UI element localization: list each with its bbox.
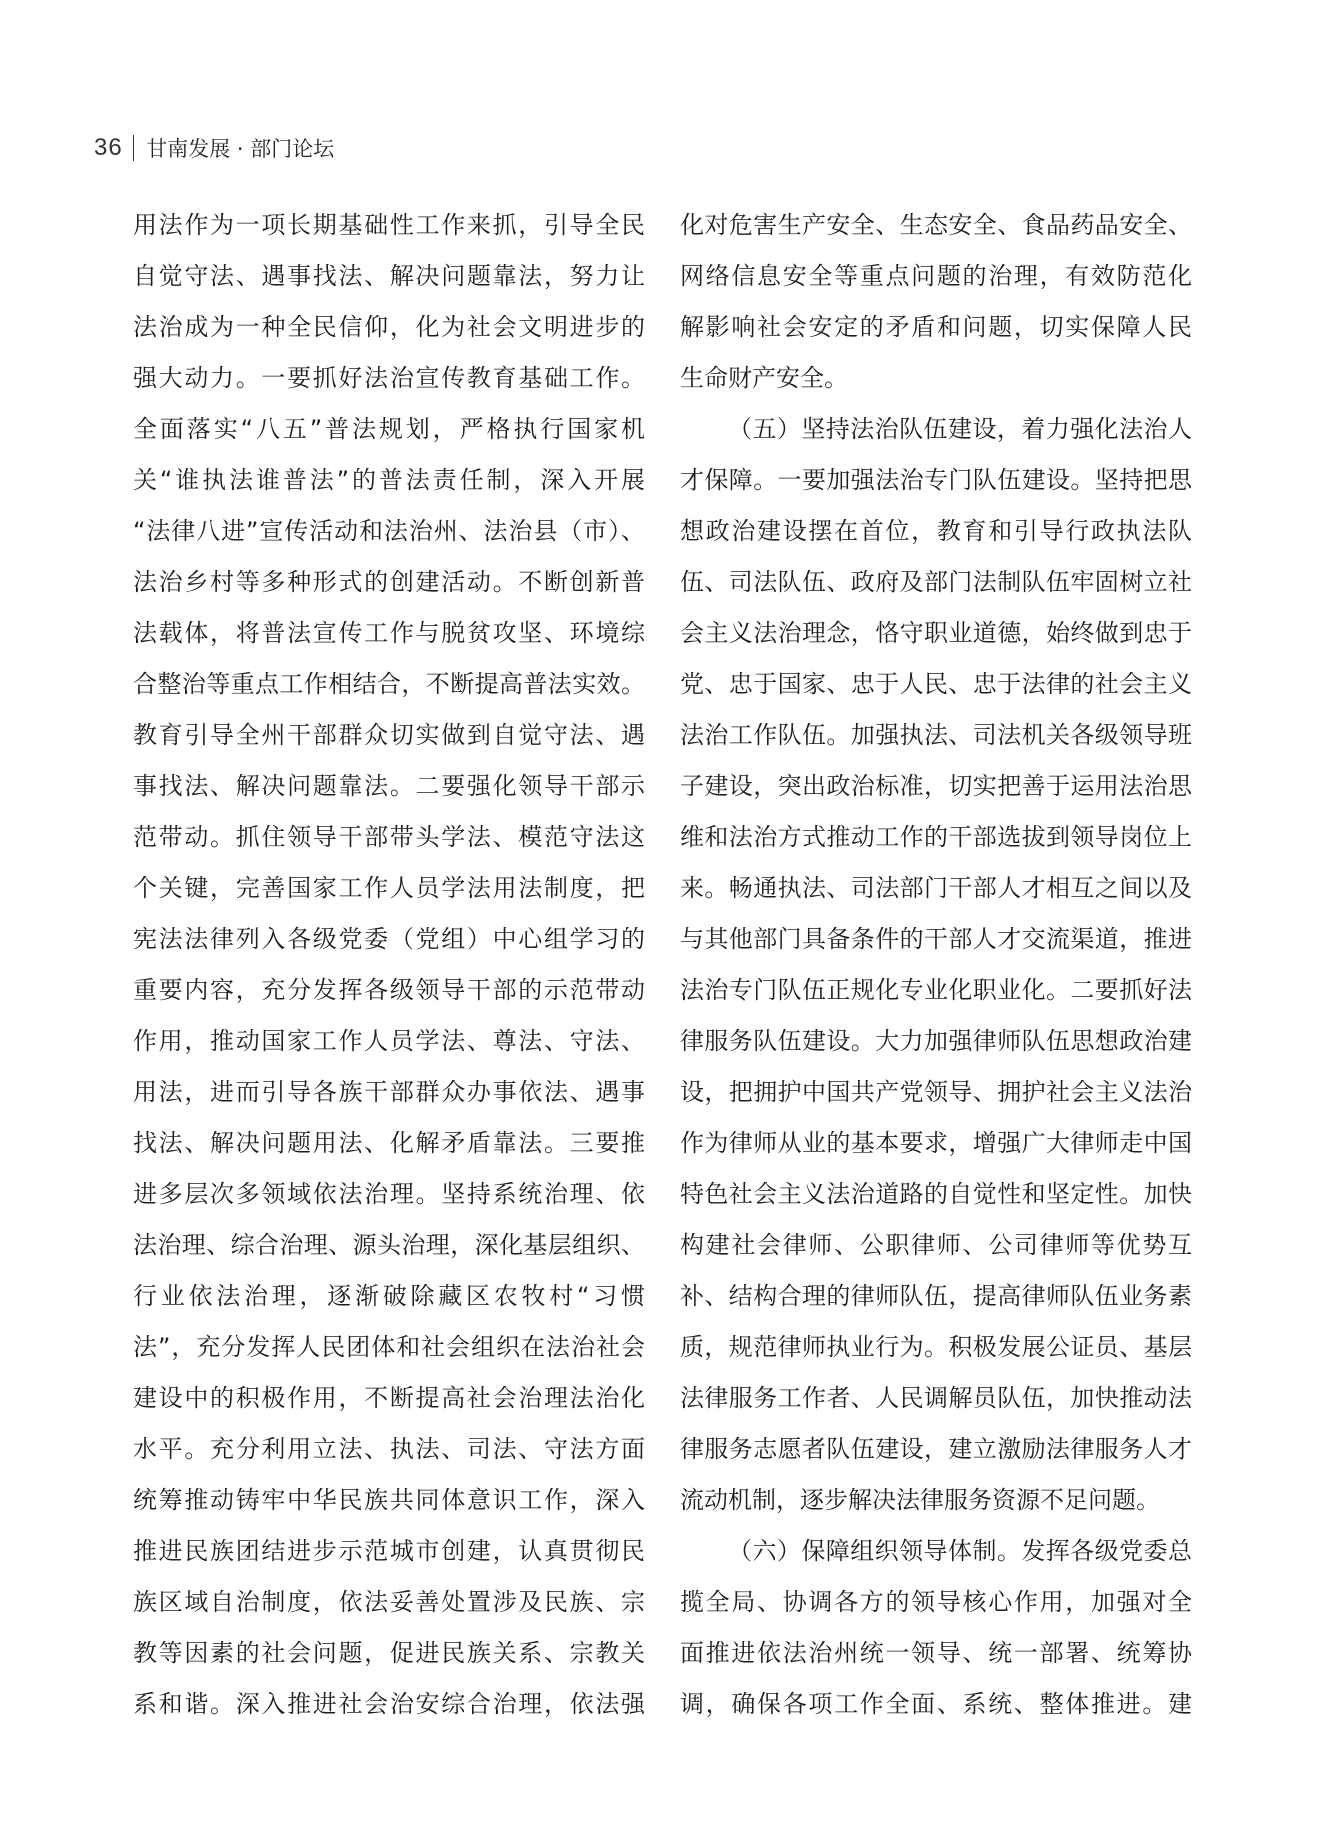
text-line: 找法、解决问题用法、化解矛盾靠法。三要推 <box>133 1129 645 1157</box>
text-line: “法律八进”宣传活动和法治州、法治县（市）、 <box>133 517 645 545</box>
text-line: 教等因素的社会问题，促进民族关系、宗教关 <box>133 1639 645 1667</box>
text-line: 伍、司法队伍、政府及部门法制队伍牢固树立社 <box>680 568 1192 596</box>
text-line: 范带动。抓住领导干部带头学法、模范守法这 <box>133 823 645 851</box>
text-line: 用法作为一项长期基础性工作来抓，引导全民 <box>133 211 645 239</box>
text-line: 律服务志愿者队伍建设，建立激励法律服务人才 <box>680 1435 1192 1463</box>
text-line: 特色社会主义法治道路的自觉性和坚定性。加快 <box>680 1180 1192 1208</box>
text-line: 事找法、解决问题靠法。二要强化领导干部示 <box>133 772 645 800</box>
text-line: 建设中的积极作用，不断提高社会治理法治化 <box>133 1384 645 1412</box>
text-line: 法律服务工作者、人民调解员队伍，加快推动法 <box>680 1384 1192 1412</box>
text-line: 才保障。一要加强法治专门队伍建设。坚持把思 <box>680 466 1192 494</box>
text-line: 推进民族团结进步示范城市创建，认真贯彻民 <box>133 1537 645 1565</box>
page-header <box>94 128 334 168</box>
text-line: 法治工作队伍。加强执法、司法机关各级领导班 <box>680 721 1192 749</box>
text-line: 法治成为一种全民信仰，化为社会文明进步的 <box>133 313 645 341</box>
text-line: 补、结构合理的律师队伍，提高律师队伍业务素 <box>680 1282 1192 1310</box>
text-line: 法治理、综合治理、源头治理，深化基层组织、 <box>133 1231 645 1259</box>
text-line: 维和法治方式推动工作的干部选拔到领导岗位上 <box>680 823 1192 851</box>
text-line: 党、忠于国家、忠于人民、忠于法律的社会主义 <box>680 670 1192 698</box>
section-title: 甘南发展 · 部门论坛 <box>146 137 335 161</box>
text-line: 调，确保各项工作全面、系统、整体推进。建 <box>680 1690 1192 1718</box>
text-line: 流动机制，逐步解决法律服务资源不足问题。 <box>680 1486 1160 1514</box>
text-line: 法治乡村等多种形式的创建活动。不断创新普 <box>133 568 645 596</box>
section-heading-line: （六）保障组织领导体制。发挥各级党委总 <box>728 1537 1192 1565</box>
text-line: 生命财产安全。 <box>680 364 848 392</box>
text-line: 会主义法治理念，恪守职业道德，始终做到忠于 <box>680 619 1192 647</box>
text-line: 统筹推动铸牢中华民族共同体意识工作，深入 <box>133 1486 645 1514</box>
text-line: 化对危害生产安全、生态安全、食品药品安全、 <box>680 211 1192 239</box>
text-line: 作用，推动国家工作人员学法、尊法、守法、 <box>133 1027 645 1055</box>
text-line: 重要内容，充分发挥各级领导干部的示范带动 <box>133 976 645 1004</box>
text-line: 与其他部门具备条件的干部人才交流渠道，推进 <box>680 925 1192 953</box>
text-line: 强大动力。一要抓好法治宣传教育基础工作。 <box>133 364 645 392</box>
text-line: 法治专门队伍正规化专业化职业化。二要抓好法 <box>680 976 1192 1004</box>
text-line: 关“谁执法谁普法”的普法责任制，深入开展 <box>133 466 645 494</box>
text-line: 自觉守法、遇事找法、解决问题靠法，努力让 <box>133 262 645 290</box>
text-column-right <box>680 200 1192 1730</box>
text-line: 网络信息安全等重点问题的治理，有效防范化 <box>680 262 1192 290</box>
text-column-left <box>133 200 645 1730</box>
text-line: 律服务队伍建设。大力加强律师队伍思想政治建 <box>680 1027 1192 1055</box>
text-line: 质，规范律师执业行为。积极发展公证员、基层 <box>680 1333 1192 1361</box>
text-line: 面推进依法治州统一领导、统一部署、统筹协 <box>680 1639 1192 1667</box>
text-line: 构建社会律师、公职律师、公司律师等优势互 <box>680 1231 1192 1259</box>
text-line: 法”，充分发挥人民团体和社会组织在法治社会 <box>133 1333 645 1361</box>
text-line: 设，把拥护中国共产党领导、拥护社会主义法治 <box>680 1078 1192 1106</box>
header-divider <box>133 135 135 161</box>
text-line: 族区域自治制度，依法妥善处置涉及民族、宗 <box>133 1588 645 1616</box>
text-line: 教育引导全州干部群众切实做到自觉守法、遇 <box>133 721 645 749</box>
text-line: 进多层次多领域依法治理。坚持系统治理、依 <box>133 1180 645 1208</box>
text-line: 宪法法律列入各级党委（党组）中心组学习的 <box>133 925 645 953</box>
text-line: 个关键，完善国家工作人员学法用法制度，把 <box>133 874 645 902</box>
text-line: 合整治等重点工作相结合，不断提高普法实效。 <box>133 670 645 698</box>
text-line: 行业依法治理，逐渐破除藏区农牧村“习惯 <box>133 1282 645 1310</box>
text-line: 系和谐。深入推进社会治安综合治理，依法强 <box>133 1690 645 1718</box>
section-heading-line: （五）坚持法治队伍建设，着力强化法治人 <box>728 415 1192 443</box>
text-line: 水平。充分利用立法、执法、司法、守法方面 <box>133 1435 645 1463</box>
text-line: 用法，进而引导各族干部群众办事依法、遇事 <box>133 1078 645 1106</box>
text-line: 揽全局、协调各方的领导核心作用，加强对全 <box>680 1588 1192 1616</box>
text-line: 法载体，将普法宣传工作与脱贫攻坚、环境综 <box>133 619 645 647</box>
text-line: 子建设，突出政治标准，切实把善于运用法治思 <box>680 772 1192 800</box>
text-line: 解影响社会安定的矛盾和问题，切实保障人民 <box>680 313 1192 341</box>
text-line: 想政治建设摆在首位，教育和引导行政执法队 <box>680 517 1192 545</box>
text-line: 来。畅通执法、司法部门干部人才相互之间以及 <box>680 874 1192 902</box>
text-line: 全面落实“八五”普法规划，严格执行国家机 <box>133 415 645 443</box>
text-line: 作为律师从业的基本要求，增强广大律师走中国 <box>680 1129 1192 1157</box>
page-number: 36 <box>94 134 123 161</box>
